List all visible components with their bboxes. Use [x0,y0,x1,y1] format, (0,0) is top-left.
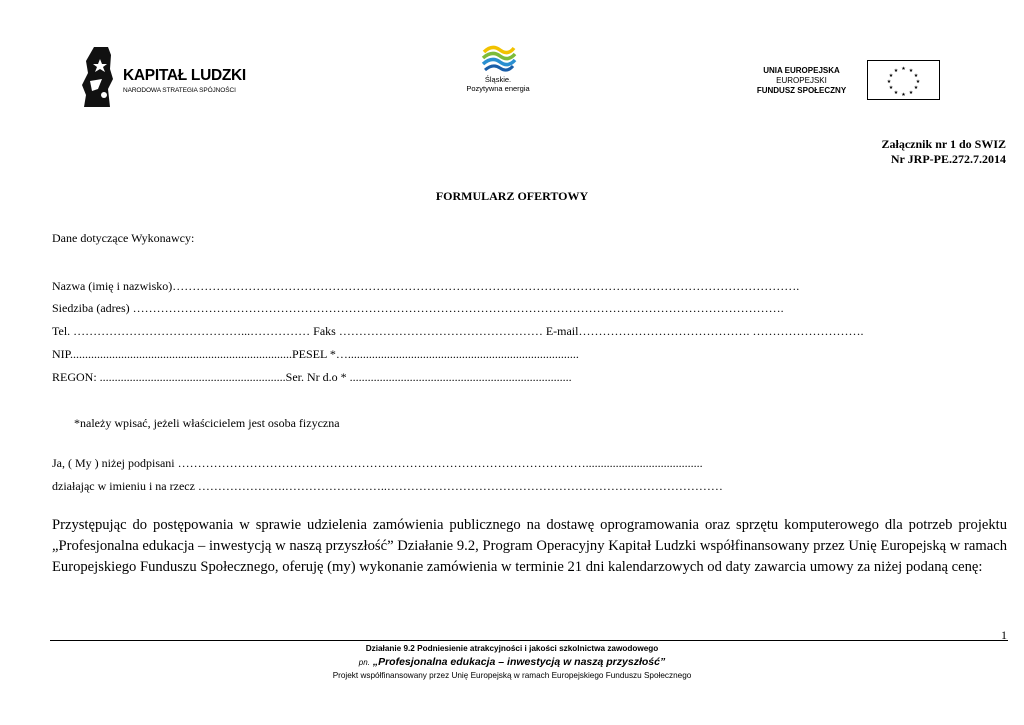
slaskie-tagline: Pozytywna energia [466,84,530,93]
annex-heading [882,137,1006,167]
annex-number: Załącznik nr 1 do SWIZ [881,137,1006,151]
slaskie-name: Śląskie. [484,75,512,84]
svg-text:★: ★ [908,68,914,74]
footnote: *należy wpisać, jeżeli właścicielem jest osoba fizyczna [74,416,340,430]
phone-fax-email-line: Tel. ……………………………………...…………… Faks …………………………………………… E-mail……………………………………. ………………………. [52,324,864,338]
offer-statement: Przystępując do postępowania w sprawie udzielenia zamówienia publicznego na dostawę oprogramowania oraz sprzętu komputerowego dla potrzeb projektu „Profesjonalna edukacja – inwestycją w naszą przyszłość” Działanie 9.2, Program Operacyjny Kapitał Ludzki współfinansowany przez Unię Europejską w ramach Europejskiego Funduszu Społecznego, oferuję (my) wykonanie zamówienia w terminie 21 dni kalendarzowych od daty zawarcia umowy za niżej podaną cenę: [52,517,1007,575]
eu-line-2: EUROPEJSKI [776,76,827,85]
page-number: 1 [1001,628,1007,642]
svg-text:★: ★ [901,66,906,72]
eu-fund-label [744,66,859,96]
footer-divider [50,640,1008,641]
signatory-line: Ja, ( My ) niżej podpisani …………………………………………………………………………………………....................................... [52,456,703,470]
slaskie-waves-icon [480,44,518,74]
nip-pesel-line: NIP..........................................................................PESEL *…............................................................................. [52,347,579,361]
svg-text:★: ★ [893,68,899,74]
form-title: FORMULARZ OFERTOWY [435,189,589,203]
seat-field-line: Siedziba (adres) ………………………………………………………………………………………………………………………………………………. [52,301,784,315]
svg-text:★: ★ [893,90,899,96]
svg-text:★: ★ [888,73,894,79]
eu-flag-icon [867,60,940,100]
acting-on-behalf-line: działając w imieniu i na rzecz ………………….……………………..………………………………………………………………………… [52,479,723,493]
svg-text:★: ★ [888,85,894,91]
svg-text:★: ★ [915,79,921,85]
regon-line: REGON: ..............................................................Ser. Nr d.o * .......................................................................... [52,370,572,384]
kapital-ludzki-emblem-icon [80,45,114,111]
svg-text:★: ★ [913,73,919,79]
footer-project-name: „Profesjonalna edukacja – inwestycją w naszą przyszłość” [372,656,666,668]
svg-text:★: ★ [901,92,906,98]
eu-line-1: UNIA EUROPEJSKA [763,66,840,75]
name-field-line: Nazwa (imię i nazwisko)…………………………………………………………………………………………………………………………………………. [52,279,800,293]
reference-number: Nr JRP-PE.272.7.2014 [890,152,1006,166]
slaskie-logo [450,44,546,98]
svg-text:★: ★ [886,79,892,85]
kapital-ludzki-title: KAPITAŁ LUDZKI [123,67,246,84]
svg-text:★: ★ [908,90,914,96]
footer-project [0,656,1024,668]
contractor-heading: Dane dotyczące Wykonawcy: [52,231,195,245]
footer-action: Działanie 9.2 Podniesienie atrakcyjności i jakości szkolnictwa zawodowego [365,644,659,653]
footer-prefix: pn. [358,658,370,667]
kapital-ludzki-logo [80,45,246,111]
footer-cofinance: Projekt współfinansowany przez Unię Europejską w ramach Europejskiego Funduszu Społecznego [332,671,692,680]
kapital-ludzki-subtitle: NARODOWA STRATEGIA SPÓJNOŚCI [123,87,236,94]
eu-line-3: FUNDUSZ SPOŁECZNY [756,86,847,95]
svg-text:★: ★ [913,85,919,91]
